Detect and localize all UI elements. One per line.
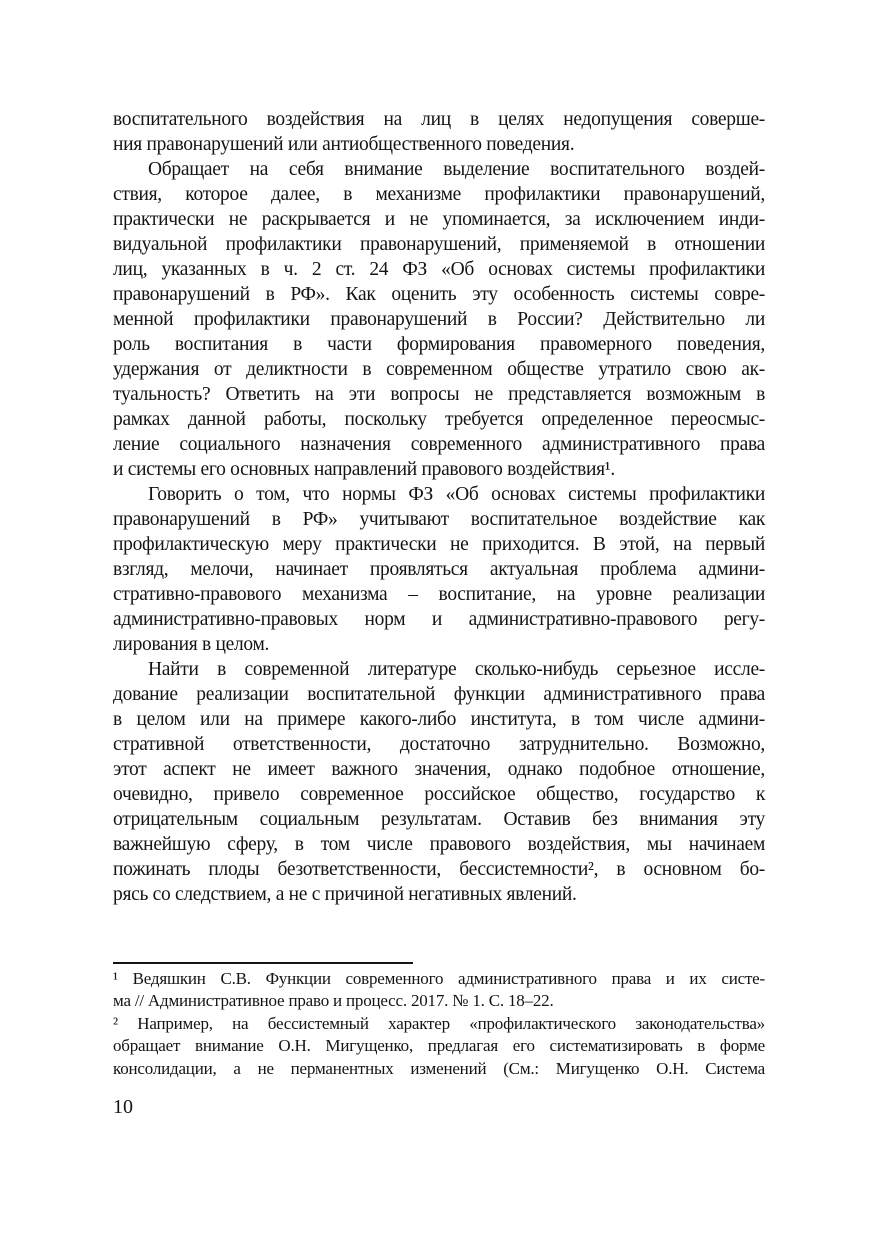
text-line: стративной ответственности, достаточно затруднительно. Возможно, [113,734,765,755]
text-line: пожинать плоды безответственности, бессистемности², в основном бо- [113,859,765,880]
text-line: менной профилактики правонарушений в России? Действительно ли [113,309,765,330]
text-line: взгляд, мелочи, начинает проявляться актуальная проблема админи- [113,559,765,580]
footnote [113,968,765,1013]
text-line: важнейшую сферу, в том числе правового воздействия, мы начинаем [113,834,765,855]
text-line: профилактическую меру практически не приходится. В этой, на первый [113,534,765,555]
footnote-line: ¹ Ведяшкин С.В. Функции современного административного права и их систе- [113,969,765,988]
paragraph [113,157,765,482]
text-line: правонарушений в РФ». Как оценить эту особенность системы совре- [113,284,765,305]
text-line: практически не раскрывается и не упоминается, за исключением инди- [113,209,765,230]
paragraph [113,482,765,657]
footnote-line: консолидации, а не перманентных изменений (См.: Мигущенко О.Н. Система [113,1058,765,1078]
text-line: рамках данной работы, поскольку требуется определенное переосмыс- [113,409,765,430]
text-line: роль воспитания в части формирования правомерного поведения, [113,334,765,355]
text-line: и системы его основных направлений правового воздействия¹. [113,459,615,480]
paragraph [113,657,765,907]
text-line: Обращает на себя внимание выделение воспитательного воздей- [148,159,765,180]
text-line: Найти в современной литературе сколько-нибудь серьезное иссле- [148,659,765,680]
text-line: ствия, которое далее, в механизме профилактики правонарушений, [113,184,765,205]
body-text [113,107,765,907]
footnote-line: ма // Административное право и процесс. 2017. № 1. С. 18–22. [113,991,554,1011]
text-line: лиц, указанных в ч. 2 ст. 24 ФЗ «Об основах системы профилактики [113,259,765,280]
text-line: видуальной профилактики правонарушений, применяемой в отношении [113,234,765,255]
text-line: административно-правовых норм и административно-правового регу- [113,609,765,630]
text-line: Говорить о том, что нормы ФЗ «Об основах системы профилактики [148,484,765,505]
text-line: дование реализации воспитательной функции административного права [113,684,765,705]
text-line: удержания от деликтности в современном обществе утратило свою ак- [113,359,765,380]
text-line: ление социального назначения современного административного права [113,434,765,455]
paragraph [113,107,765,157]
text-line: в целом или на примере какого-либо института, в том числе админи- [113,709,765,730]
footnote [113,1013,765,1080]
text-line: очевидно, привело современное российское общество, государство к [113,784,765,805]
text-line: ния правонарушений или антиобщественного поведения. [113,134,575,155]
text-line: отрицательным социальным результатам. Оставив без внимания эту [113,809,765,830]
footnotes [113,968,765,1080]
footnote-line: ² Например, на бессистемный характер «профилактического законодательства» [113,1013,765,1033]
footnote-separator [113,962,413,964]
text-line: правонарушений в РФ» учитывают воспитательное воздействие как [113,509,765,530]
text-line: этот аспект не имеет важного значения, однако подобное отношение, [113,759,765,780]
text-line: рясь со следствием, а не с причиной негативных явлений. [113,884,577,905]
text-line: стративно-правового механизма – воспитание, на уровне реализации [113,584,765,605]
footnote-line: обращает внимание О.Н. Мигущенко, предлагая его систематизировать в форме [113,1036,765,1056]
text-line: воспитательного воздействия на лиц в целях недопущения соверше- [113,109,765,130]
page-number: 10 [113,1096,133,1118]
text-line: лирования в целом. [113,634,270,655]
text-line: туальность? Ответить на эти вопросы не представляется возможным в [113,384,765,405]
